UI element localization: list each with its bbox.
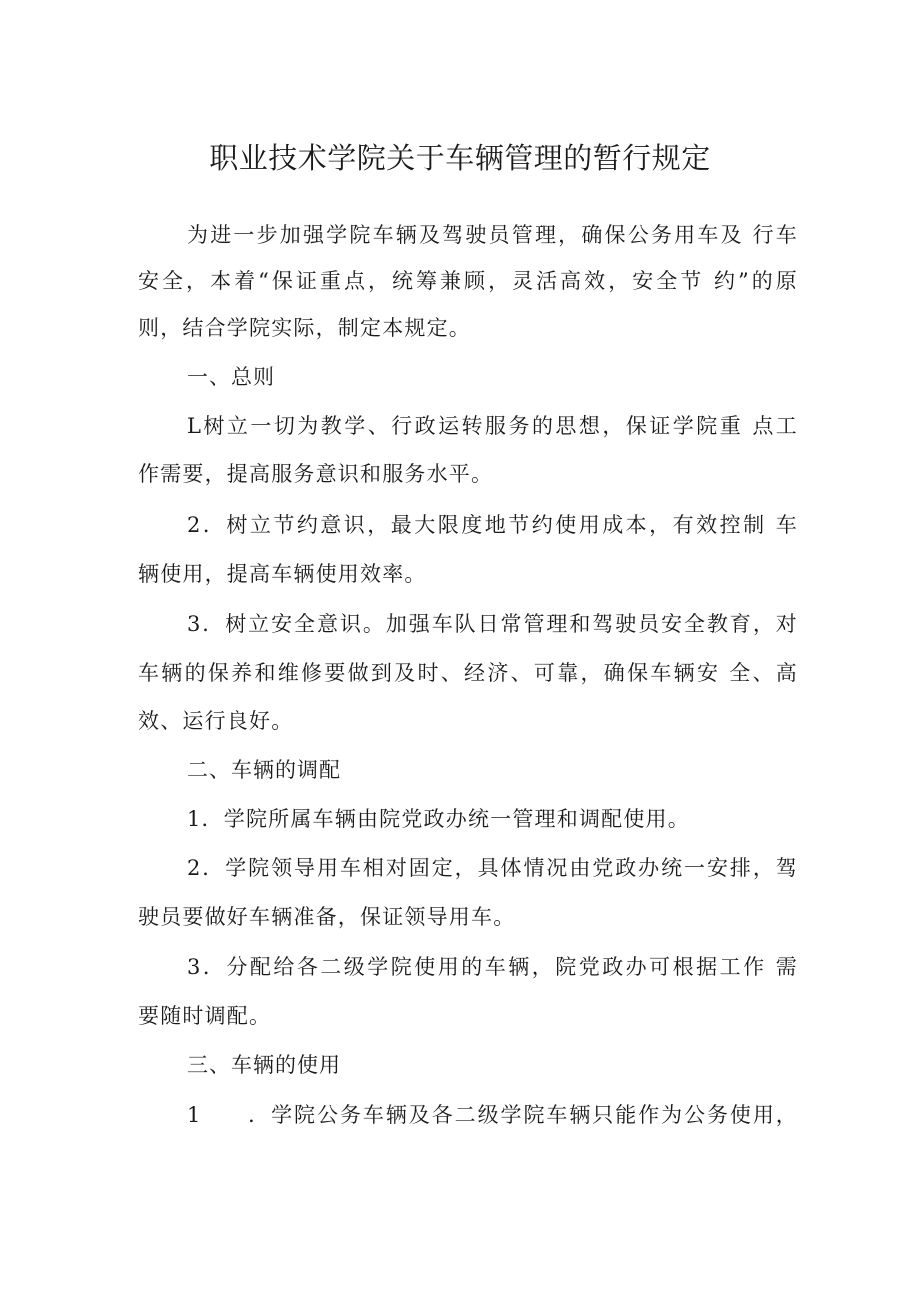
section-heading-allocation: 二、车辆的调配 <box>187 758 341 782</box>
general-item-3-line-3: 效、运行良好。 <box>138 709 294 733</box>
general-item-2-line-1: 2．树立节约意识，最大限度地节约使用成本，有效控制 车 <box>187 513 798 537</box>
general-item-2-line-2: 辆使用，提高车辆使用效率。 <box>138 562 427 586</box>
allocation-item-2-line-1: 2．学院领导用车相对固定，具体情况由党政办统一安排，驾 <box>187 856 798 880</box>
allocation-item-3-line-1: 3．分配给各二级学院使用的车辆，院党政办可根据工作 需 <box>187 955 798 979</box>
allocation-item-2-line-2: 驶员要做好车辆准备，保证领导用车。 <box>138 905 516 929</box>
section-heading-general: 一、总则 <box>187 365 275 389</box>
general-item-1-line-2: 作需要，提高服务意识和服务水平。 <box>138 462 494 486</box>
intro-line-2: 安全，本着“保证重点，统筹兼顾，灵活高效，安全节 约”的原 <box>138 269 798 293</box>
document-title: 职业技术学院关于车辆管理的暂行规定 <box>209 141 711 175</box>
usage-item-1-line-1: 1 ．学院公务车辆及各二级学院车辆只能作为公务使用， <box>187 1103 798 1127</box>
intro-line-1: 为进一步加强学院车辆及驾驶员管理，确保公务用车及 行车 <box>187 223 798 247</box>
section-heading-usage: 三、车辆的使用 <box>187 1053 341 1077</box>
intro-line-3: 则，结合学院实际，制定本规定。 <box>138 316 471 340</box>
general-item-3-line-1: 3．树立安全意识。加强车队日常管理和驾驶员安全教育，对 <box>187 612 798 636</box>
allocation-item-3-line-2: 要随时调配。 <box>138 1004 272 1028</box>
allocation-item-1-line-1: 1．学院所属车辆由院党政办统一管理和调配使用。 <box>187 807 690 831</box>
general-item-1-line-1: L树立一切为教学、行政运转服务的思想，保证学院重 点工 <box>187 414 798 438</box>
general-item-3-line-2: 车辆的保养和维修要做到及时、经济、可靠，确保车辆安 全、高 <box>138 661 798 685</box>
